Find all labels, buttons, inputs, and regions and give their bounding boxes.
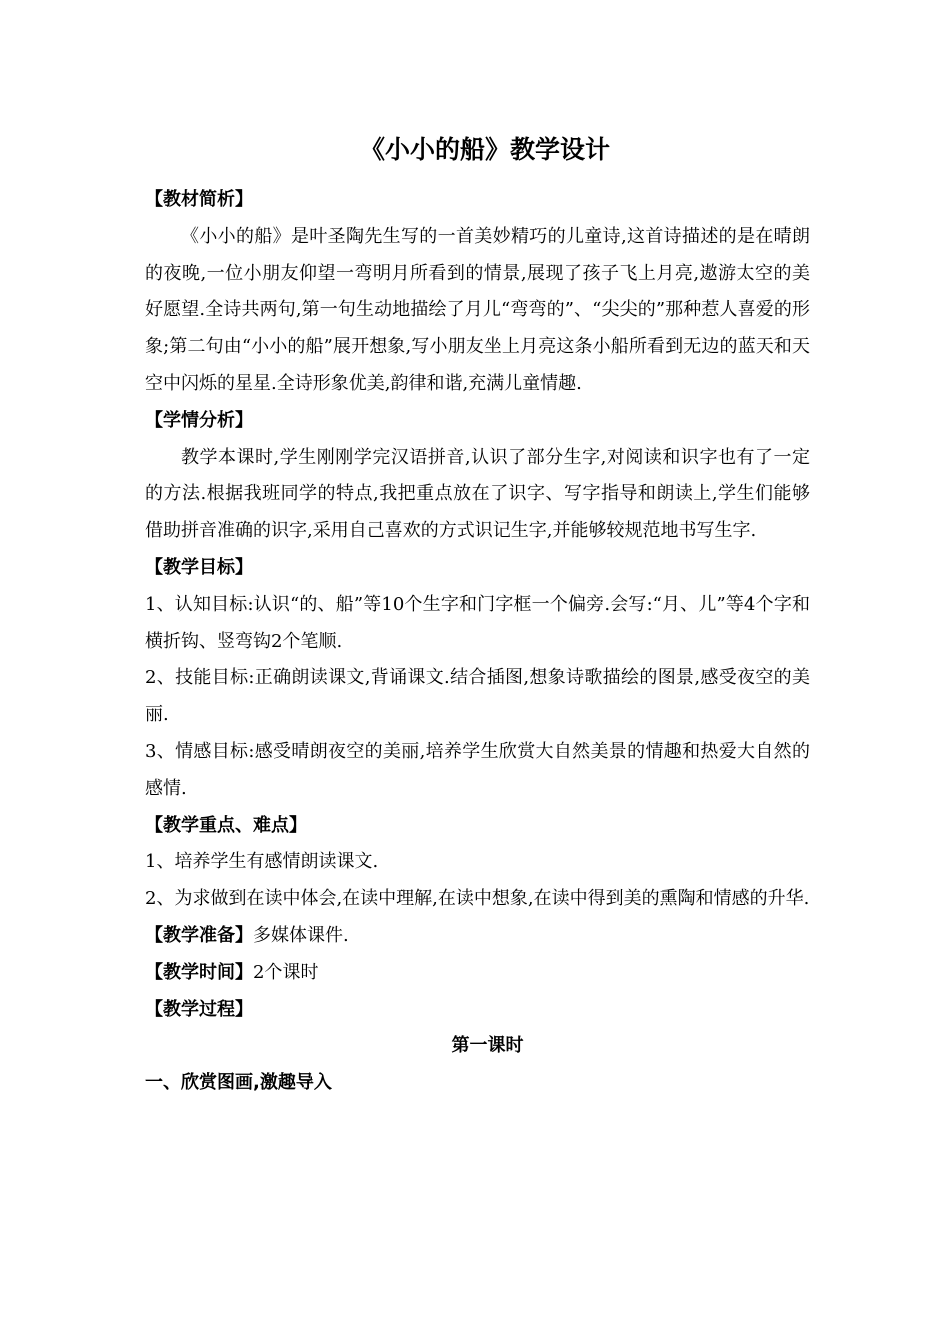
section-heading-time: 【教学时间】	[145, 961, 253, 983]
goal-item: 1、认知目标:认识“的、船”等10个生字和门字框一个偏旁.会写:“月、儿”等4个字和横折钩、竖弯钩2个笔顺.	[145, 593, 810, 652]
section-heading-material: 【教材简析】	[145, 189, 253, 210]
prep-line	[145, 918, 810, 955]
process-step: 一、欣赏图画,激趣导入	[145, 1072, 332, 1094]
focus-item: 2、为求做到在读中体会,在读中理解,在读中想象,在读中得到美的熏陶和情感的升华.	[145, 888, 810, 910]
prep-text: 多媒体课件.	[253, 924, 349, 946]
students-paragraph: 教学本课时,学生刚刚学完汉语拼音,认识了部分生字,对阅读和识字也有了一定的方法.根据我班同学的特点,我把重点放在了识字、写字指导和朗读上,学生们能够借助拼音准确的识字,采用自己喜欢的方式识记生字,并能够较规范地书写生字.	[145, 446, 810, 542]
goal-item: 2、技能目标:正确朗读课文,背诵课文.结合插图,想象诗歌描绘的图景,感受夜空的美丽.	[145, 667, 810, 726]
section-heading-prep: 【教学准备】	[145, 924, 253, 946]
section-heading-students: 【学情分析】	[145, 409, 253, 431]
section-heading-focus: 【教学重点、难点】	[145, 814, 307, 836]
section-heading-process: 【教学过程】	[145, 998, 253, 1020]
document-body	[145, 182, 810, 1102]
focus-item: 1、培养学生有感情朗读课文.	[145, 851, 379, 873]
goal-item: 3、情感目标:感受晴朗夜空的美丽,培养学生欣赏大自然美景的情趣和热爱大自然的感情.	[145, 740, 810, 799]
time-text: 2个课时	[253, 961, 319, 983]
time-line	[145, 955, 810, 992]
lesson-title: 第一课时	[451, 1035, 524, 1057]
section-heading-goals: 【教学目标】	[145, 556, 253, 578]
document-title: 《小小的船》教学设计	[359, 135, 610, 164]
material-paragraph: 《小小的船》是叶圣陶先生写的一首美妙精巧的儿童诗,这首诗描述的是在晴朗的夜晚,一位小朋友仰望一弯明月所看到的情景,展现了孩子飞上月亮,遨游太空的美好愿望.全诗共两句,第一句生动地描绘了月儿“弯弯的”、“尖尖的”那种惹人喜爱的形象;第二句由“小小的船”展开想象,写小朋友坐上月亮这条小船所看到无边的蓝天和天空中闪烁的星星.全诗形象优美,韵律和谐,充满儿童情趣.	[145, 225, 810, 394]
